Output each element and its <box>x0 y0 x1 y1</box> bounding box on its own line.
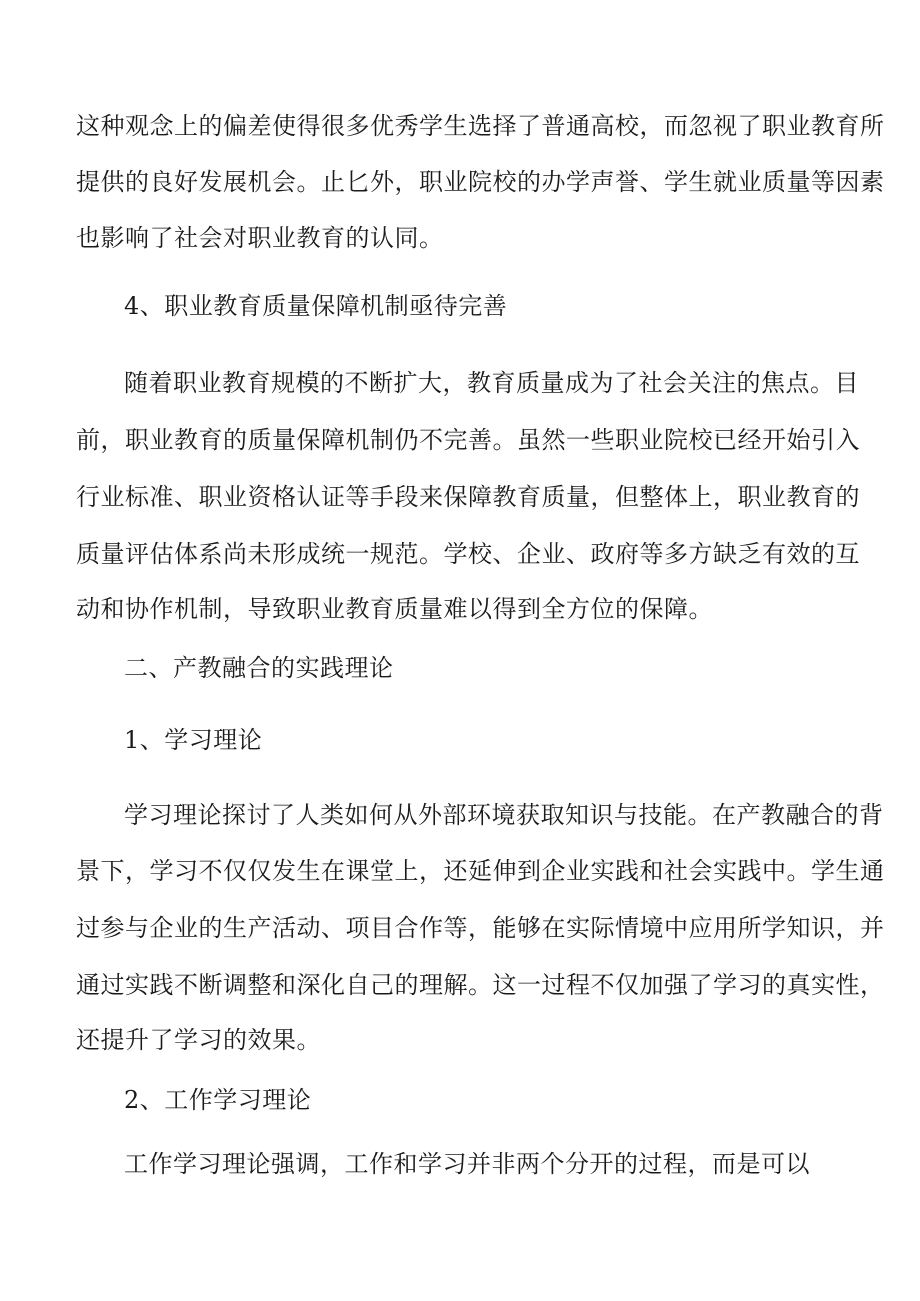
paragraph-line: 景下，学习不仅仅发生在课堂上，还延伸到企业实践和社会实践中。学生通 <box>76 857 885 885</box>
paragraph-line: 动和协作机制，导致职业教育质量难以得到全方位的保障。 <box>76 595 713 623</box>
paragraph-line: 质量评估体系尚未形成统一规范。学校、企业、政府等多方缺乏有效的互 <box>76 540 860 568</box>
section-heading: 2、工作学习理论 <box>124 1086 312 1114</box>
paragraph-line: 工作学习理论强调，工作和学习并非两个分开的过程，而是可以 <box>124 1150 810 1178</box>
paragraph-line: 通过实践不断调整和深化自己的理解。这一过程不仅加强了学习的真实性， <box>76 971 885 999</box>
paragraph-line: 前，职业教育的质量保障机制仍不完善。虽然一些职业院校已经开始引入 <box>76 426 860 454</box>
paragraph-line: 还提升了学习的效果。 <box>76 1026 321 1054</box>
paragraph-line: 随着职业教育规模的不断扩大，教育质量成为了社会关注的焦点。目 <box>124 369 859 397</box>
section-heading: 1、学习理论 <box>124 726 263 754</box>
paragraph-line: 这种观念上的偏差使得很多优秀学生选择了普通高校，而忽视了职业教育所 <box>76 112 885 140</box>
section-heading: 4、职业教育质量保障机制亟待完善 <box>124 292 508 320</box>
paragraph-line: 行业标准、职业资格认证等手段来保障教育质量，但整体上，职业教育的 <box>76 483 860 511</box>
chapter-heading: 二、产教融合的实践理论 <box>124 654 394 682</box>
paragraph-line: 提供的良好发展机会。止匕外，职业院校的办学声誉、学生就业质量等因素 <box>76 168 885 196</box>
paragraph-line: 也影响了社会对职业教育的认同。 <box>76 224 444 252</box>
paragraph-line: 学习理论探讨了人类如何从外部环境获取知识与技能。在产教融合的背 <box>124 801 884 829</box>
paragraph-line: 过参与企业的生产活动、项目合作等，能够在实际情境中应用所学知识，并 <box>76 914 885 942</box>
